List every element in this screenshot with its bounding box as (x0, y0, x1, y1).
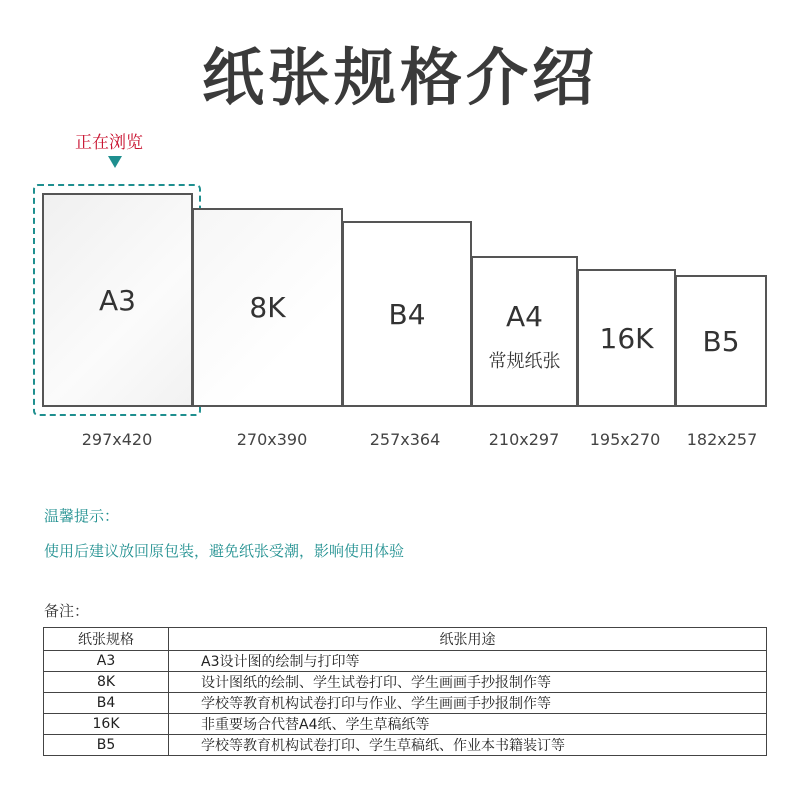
down-arrow-icon (108, 156, 122, 168)
paper-name: B5 (702, 324, 740, 358)
paper-a3-size: 297x420 (81, 430, 153, 449)
paper-subtitle: 常规纸张 (488, 351, 561, 372)
paper-b4-card[interactable] (342, 221, 472, 407)
paper-a4-card[interactable] (471, 256, 578, 407)
paper-b4-size: 257x364 (369, 430, 441, 449)
cell-spec: B4 (44, 693, 169, 714)
table-header-row (44, 628, 767, 651)
paper-8k-size: 270x390 (236, 430, 308, 449)
paper-name: A4 (506, 300, 543, 333)
tip-title: 温馨提示： (44, 507, 120, 525)
current-browsing-label: 正在浏览 (75, 133, 143, 153)
paper-name: B4 (388, 297, 426, 331)
tip-text: 使用后建议放回原包装，避免纸张受潮，影响使用体验 (44, 542, 405, 560)
paper-16k-size: 195x270 (589, 430, 661, 449)
cell-spec: B5 (44, 735, 169, 756)
cell-usage: 非重要场合代替A4纸、学生草稿纸等 (169, 714, 767, 735)
paper-16k-card[interactable] (577, 269, 676, 407)
note-label: 备注： (44, 602, 90, 620)
cell-spec: 16K (44, 714, 169, 735)
page-title: 纸张规格介绍 (201, 41, 598, 114)
cell-usage: A3设计图的绘制与打印等 (169, 651, 767, 672)
table-row (44, 672, 767, 693)
paper-b5-card[interactable] (675, 275, 767, 407)
paper-name: 8K (249, 291, 286, 324)
header-usage: 纸张用途 (169, 628, 767, 651)
cell-spec: 8K (44, 672, 169, 693)
table-row (44, 735, 767, 756)
table-row (44, 693, 767, 714)
paper-name: 16K (599, 321, 654, 355)
header-spec: 纸张规格 (44, 628, 169, 651)
cell-spec: A3 (44, 651, 169, 672)
paper-name: A3 (99, 283, 136, 317)
paper-a3-card[interactable] (42, 193, 193, 407)
paper-a4-size: 210x297 (488, 430, 560, 449)
cell-usage: 设计图纸的绘制、学生试卷打印、学生画画手抄报制作等 (169, 672, 767, 693)
cell-usage: 学校等教育机构试卷打印、学生草稿纸、作业本书籍装订等 (169, 735, 767, 756)
table-row (44, 651, 767, 672)
paper-usage-table (43, 627, 767, 756)
paper-8k-card[interactable] (192, 208, 343, 407)
cell-usage: 学校等教育机构试卷打印与作业、学生画画手抄报制作等 (169, 693, 767, 714)
table-row (44, 714, 767, 735)
paper-b5-size: 182x257 (686, 430, 758, 449)
